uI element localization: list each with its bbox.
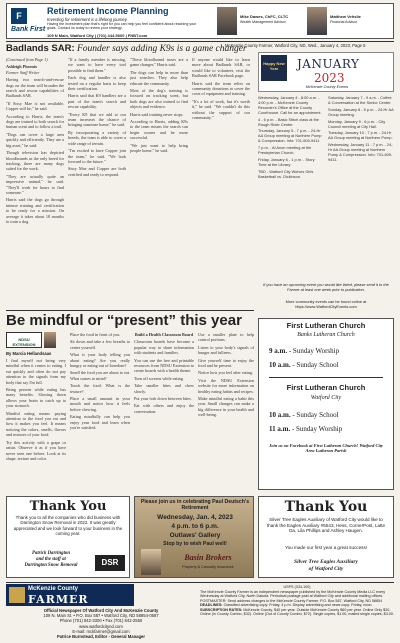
thank-you-right-title: Thank You: [284, 499, 368, 515]
church-service-4-time: 11 a.m.: [269, 425, 291, 433]
article-mindful-headline: [6, 312, 254, 329]
article-paragraph: Eat with others and enjoy the conversation.: [134, 403, 194, 414]
party-sponsor: Basin Brokers: [184, 553, 232, 562]
article-paragraph: Put your fork down between bites.: [134, 396, 192, 402]
calendar-event: Saturday, January 7 - 9 a.m. - Coffee & Conversation at the Senior Center.: [328, 96, 392, 105]
advisor-title-2: Financial Advisor: [330, 20, 358, 24]
article-paragraph: "I'm excited to have Copper join the team," he said. "We look forward to the future.": [68, 148, 126, 164]
article-paragraph: Harris said that K9 handlers are a part of the team's search and rescue capability.: [68, 93, 126, 110]
church-subtitle-2: Watford City: [310, 395, 342, 401]
article-paragraph: I find myself not being very mindful when it comes to eating. I eat quickly and often do not pay attention to the signals from my body that say I'm full.: [6, 358, 66, 385]
article-paragraph: "Dogs can cover a large area quickly and efficiently. They are a big asset," he said.: [6, 131, 64, 148]
article-paragraph: Having two search-and-rescue dogs on the team will broaden the search and rescue capabilities of Badlands SAR.: [6, 77, 64, 99]
section-rule: [6, 310, 254, 311]
article-paragraph: "We just want to help bring people home," he said.: [130, 142, 188, 154]
masthead-editor: Patrice Burnstead, Editor - General Manager: [57, 634, 145, 640]
calendar-header: [258, 52, 394, 92]
advisor-name-2: Matthew Vehslie: [330, 14, 361, 19]
article-paragraph: Eating mindfully can help you enjoy your food and learn when you're satisfied.: [70, 414, 130, 431]
calendar-events-col2: [328, 96, 394, 286]
calendar-event: Thursday, January 5 - 7 p.m. - 24-Hr AA Group meeting at Northern Pump & Compression. Info: 701-609-9411.: [258, 128, 322, 144]
article-badlands-col2: [68, 57, 126, 307]
party-photo: [141, 549, 161, 575]
advisor-title-1: Wealth Management Advisor: [240, 20, 286, 24]
masthead-subs-heading: SUBSCRIPTION RATES:: [200, 607, 243, 612]
article-paragraph: Each dog and handler is also tested on a regular basis to keep their certification.: [68, 75, 126, 92]
top-ad-web[interactable]: FNBT.com: [127, 33, 148, 38]
article-badlands-col4: [192, 57, 250, 307]
church-service-2-label: - Sunday School: [292, 361, 339, 369]
masthead-phone: Phone (701) 842-3300 • Fax (701) 842-2550: [59, 618, 143, 624]
masthead-deadlines-heading: DEADLINES:: [200, 603, 223, 607]
article-badlands-byline-org: Farmer Staff Writer: [6, 69, 40, 75]
calendar-event: TBD - Watford City Wolves Girls Basketball vs. Dickinson.: [258, 168, 314, 179]
article-paragraph: "These bloodhound noses are a game changer," Harris said.: [130, 57, 188, 68]
party-tagline: Stop by to wish Paul well!: [163, 541, 227, 547]
retirement-party-ad: [134, 496, 254, 578]
eagles-signature-2: of Watford City: [308, 566, 344, 572]
article-paragraph: Make mindful eating a habit this year. Small changes can make a big difference in your health and well-being.: [198, 396, 254, 418]
article-paragraph: Harris said the dogs go through intense training and certification to be ready for a mission. On average it takes about 18 months to train a dog.: [6, 197, 64, 224]
top-ad-brand: Bank First: [11, 26, 46, 33]
calendar-event: Monday, January 9 - 6 p.m. - City Council meeting at City Hall.: [328, 118, 386, 129]
article-paragraph: Sit down and take a few breaths to center yourself.: [70, 339, 130, 350]
article-paragraph: "If a family member is missing, we want to have every tool possible to find them.": [68, 57, 126, 73]
church-service-2: [269, 361, 339, 369]
church-service-1-label: - Sunday Worship: [288, 347, 340, 355]
article-paragraph: You can use the free and printable resources from NDSU Extension to create boards with a health theme.: [134, 357, 194, 374]
footer-rule: [6, 582, 394, 583]
masthead-county: County: [57, 586, 79, 592]
masthead-postmaster: POSTMASTER: Send address changes to the McKenzie County Farmer, P.O. Box 587, Watford City, ND 58854: [200, 598, 383, 603]
article-badlands-headline: [6, 43, 296, 55]
top-ad-address-text: 109 N Main, Watford City: [47, 33, 94, 38]
top-ad-subtitle: Investing for retirement is a lifelong journey.: [47, 17, 128, 22]
thank-you-right-body-2: You made our first year a great success!: [284, 545, 368, 550]
masthead-info-block: [200, 585, 394, 617]
article-mindful-col3: [134, 332, 194, 508]
article-paragraph: According to Harris, the team's dogs are trained to both search for human scent and to follow a trail.: [6, 113, 64, 130]
article-paragraph: Use a smaller plate to help control portions.: [198, 332, 254, 343]
church-service-3-label: - Sunday School: [292, 411, 339, 419]
calendar-note-2: More community events can be found online at https://www.WatfordCityEvents.com: [285, 299, 367, 309]
calendar-event: Tuesday, January 10 - 7 p.m. - 24-Hr AA Group meeting at Northern Pump.: [328, 130, 393, 141]
masthead-mckenzie: McKenzie: [28, 586, 56, 592]
article-subhead: Build a Health Classroom Board: [134, 332, 194, 337]
article-mindful-col1: [6, 358, 66, 508]
advisor-photo-2: [307, 7, 327, 35]
article-paragraph: By incorporating a variety of breeds, the team is able to cover a wide range of terrain.: [68, 129, 126, 146]
church-service-2-time: 10 a.m.: [269, 361, 291, 369]
article-paragraph: Try this activity with a grape or raisin. Observe it as if you have never seen one before. Look at its shape, texture and color.: [6, 439, 66, 461]
article-paragraph: Though television has depicted bloodhounds as the only breed for tracking, there are many dogs suited for the work.: [6, 150, 64, 172]
church-title-1: First Lutheran Church: [286, 321, 366, 330]
calendar-event: Friday, January 6 - 1 p.m. - Story Time at the Library.: [258, 156, 315, 167]
article-badlands-byline: Ashleigh Phoenix: [6, 64, 38, 70]
church-footer: Join us on Facebook at First Lutheran Church! Watford City Area Lutheran Parish: [269, 443, 383, 453]
church-ad: [258, 318, 394, 490]
article-paragraph: Mindful eating means paying attention to the food you eat and how it makes you feel. It means noticing the colors, smells, flavors and textures of your food.: [6, 410, 66, 438]
masthead-deadlines: Classified advertising copy: Friday, 4 p.m. Display advertising and news copy: Friday, noon.: [223, 603, 373, 607]
article-paragraph: "They are actually quite an impressive animal," he said. "They'll work for hours to find someone.": [6, 173, 64, 195]
advisor-photo-1: [217, 7, 237, 35]
church-service-1: [269, 347, 339, 355]
masthead-address: 109 N. Main St. • P.O. Box 587 • Watford City, ND 58854-0587: [43, 613, 159, 619]
party-time: 4 p.m. to 6 p.m.: [171, 523, 219, 530]
calendar-event: Sunday, January 8 - 5 p.m. - 24-Hr AA Group meeting.: [328, 106, 394, 117]
article-paragraph: Listen to your body's signals of hunger and fullness.: [198, 344, 254, 356]
ndsu-logo-text: NDSU EXTENSION: [12, 337, 36, 347]
masthead-name-1: [28, 586, 78, 593]
party-sponsor-sub: Property & Casualty Insurance: [182, 565, 234, 569]
article-paragraph: "It's a lot of work, but it's worth it," he said. "We couldn't do this without the support of our community.": [192, 98, 250, 121]
calendar-event: 7 p.m. - Al Anon meeting at the Presbyterian Church.: [258, 145, 312, 156]
article-paragraph: Notice how you feel after eating.: [198, 370, 254, 376]
masthead-official: Official Newspaper Of Watford City And McKenzie County: [43, 608, 159, 613]
ndsu-extension-logo: [6, 332, 42, 348]
top-ad-address: 109 N Main, Watford City | (701) 444-5000 | FNBT.com: [47, 33, 148, 38]
article-paragraph: Being present while eating has many benefits. Slowing down allows your brain to catch up to your stomach.: [6, 387, 66, 409]
nd-map-icon: [9, 587, 25, 603]
page-header-info: McKenzie County Farmer, Watford City, ND, Wed., January 4, 2023, Page 5: [225, 43, 366, 48]
top-ad-phone: (701) 444-5000: [97, 33, 125, 38]
article-mindful-byline: By Marcia Hellandsaas: [6, 351, 52, 356]
article-mindful-title-2: “present”: [106, 312, 177, 329]
article-badlands-col1: [6, 57, 64, 307]
article-paragraph: Sissy Mae and Copper are both certified and ready to respond.: [68, 166, 126, 177]
advisor-name-1: Mike Dawes, ChFC, CLTC: [240, 14, 289, 19]
article-paragraph: Smell the food you are about to eat. What comes to mind?: [70, 370, 130, 381]
church-service-3: [269, 411, 339, 419]
calendar-month: JANUARY: [297, 57, 360, 71]
article-paragraph: Turn off screens while eating.: [134, 375, 184, 381]
article-mindful-col4: [198, 332, 254, 508]
article-paragraph: Most of the dog's training is focused on tracking scent, but both dogs are also trained to find objects and evidence.: [130, 88, 188, 110]
calendar-event: 4 - 6 p.m. - Basic Stitch class at the Rough Rider Center.: [258, 116, 319, 127]
article-badlands-title: Badlands SAR:: [6, 43, 75, 54]
masthead-subs: McKenzie County, $40 per year. Outside McKenzie County $60 per year. Online Only $30. Online (In County Combo, $32). Online (Out of County Combo, $72). Single copies, $1.00, mailed single copies, $3.00.: [200, 607, 394, 616]
article-paragraph: If anyone would like to learn more about Badlands SAR, or would like to volunteer, visit the Badlands SAR Facebook page.: [192, 57, 250, 79]
article-mindful-title-3: this year: [180, 312, 242, 329]
masthead-info: The McKenzie County Farmer is an independent newspaper published by the McKenzie County Media LLC every Wednesday at Watford City, North Dakota. Periodical postage paid at Watford City and additional mailing offices.: [200, 589, 386, 598]
church-service-4-label: - Sunday Worship: [291, 425, 343, 433]
article-paragraph: Place a small amount in your mouth and notice how it feels before chewing.: [70, 396, 130, 412]
author-photo: [44, 332, 56, 348]
article-badlands-continued: (Continued from Page 1): [6, 57, 48, 62]
article-paragraph: Take smaller bites and chew slowly.: [134, 383, 194, 394]
article-paragraph: Place the food in front of you.: [70, 332, 121, 337]
top-ad: [6, 3, 394, 39]
masthead-logo: [6, 584, 134, 606]
masthead-farmer: FARMER: [28, 593, 89, 606]
church-subtitle-1: Banks Lutheran Church: [297, 332, 355, 338]
thank-you-left-title: Thank You: [29, 499, 107, 514]
calendar-event: Wednesday, January 4 - 8:00 a.m. - 4:00 p.m. - McKenzie County Recorder's Office at the County Courthouse. Call for an appointment.: [258, 96, 322, 115]
top-ad-text: Having the investment plan that's right for you can help you feel confident about reaching your goals. Contact us today to review your strategy.: [47, 22, 197, 31]
masthead-usps: USPS (334-100): [283, 585, 311, 589]
article-paragraph: Harris said training never stops.: [130, 111, 184, 117]
article-badlands-subtitle: Founder says adding K9s is a game changer: [77, 44, 247, 54]
article-paragraph: What is your body telling you about eating? Are you really hungry or eating out of boredom?: [70, 352, 130, 369]
article-paragraph: The dogs can help in more than just searches. They also help educate the community.: [130, 69, 188, 86]
article-paragraph: Harris said the team relies on community donations to cover the costs of equipment and training.: [192, 80, 250, 97]
calendar-year: 2023: [314, 71, 345, 85]
church-divider: [269, 377, 383, 378]
header-rule: [6, 41, 394, 42]
church-service-3-time: 10 a.m.: [269, 411, 291, 419]
thank-you-left-signature: [11, 551, 91, 569]
thank-you-eagles-ad: [258, 496, 394, 578]
thank-you-right-signature: [259, 559, 393, 573]
article-mindful-col2: [70, 332, 130, 508]
thank-you-darrington-ad: [6, 496, 130, 578]
church-service-1-time: 9 a.m.: [269, 347, 288, 355]
article-badlands-col3: [130, 57, 188, 307]
dsr-logo: DSR: [95, 555, 125, 571]
church-title-2: First Lutheran Church: [286, 383, 366, 392]
article-paragraph: Classroom boards have become a popular way to share information with students and families.: [134, 339, 194, 356]
masthead-contact: [6, 608, 196, 639]
masthead-web[interactable]: www.watfordcitynd.com: [79, 623, 123, 629]
calendar-event: Wednesday, January 11 - 7 p.m. - 24-Hr AA Group meeting at Northern Pump & Compression. Info: 701-609-9411.: [328, 142, 393, 162]
article-paragraph: According to Harris, adding K9s to the team means the search can begin sooner and be more successful.: [130, 119, 188, 141]
article-paragraph: Give yourself time to enjoy the food and be present.: [198, 357, 254, 369]
thank-you-right-body: Silver Tree Eagles Auxiliary of Watford City would like to thank the Eagles Auxiliary #5543, Hess, CornerPost, Latte Da, Lila Phillips and Ashley Haugen.: [266, 517, 386, 534]
article-mindful-title-1: Be mindful or: [6, 312, 103, 329]
calendar-events-col1: [258, 96, 324, 286]
thank-you-left-body: Thank you to all the companies who did business with Darrington Snow Removal in 2022. It was greatly appreciated and we look forward to your business in the coming year.: [13, 515, 123, 537]
article-paragraph: Touch the food. What is the texture?: [70, 383, 130, 394]
eagles-signature-1: Silver Tree Eagles Auxiliary: [294, 559, 358, 565]
calendar-note: If you have an upcoming event you would like listed, please send it to the Farmer at least one week prior to publication.: [263, 282, 389, 292]
party-heading: Please join us in celebrating Paul Deutsch's Retirement: [140, 499, 250, 511]
masthead-email[interactable]: E-mail: mckfarmer@gmail.com: [72, 628, 130, 634]
church-service-4: [269, 425, 342, 433]
signature-line-1: Patrick Darrington: [32, 551, 70, 556]
calendar-ribbon: Happy New Year: [261, 55, 287, 81]
party-date: Wednesday, Jan. 4, 2023: [157, 514, 233, 521]
article-paragraph: "If Sissy Mae is not available, Copper will be," he said.: [6, 100, 64, 112]
signature-line-2: and the staff at: [36, 557, 66, 562]
article-paragraph: Visit the NDSU Extension website for more information on healthy eating habits and recipes.: [198, 377, 254, 394]
calendar-caption: McKenzie County Events: [305, 85, 349, 89]
bank-logo-icon: F: [11, 8, 27, 24]
article-paragraph: "Every K9 that we add to our team increases the chance of bringing someone home," he said.: [68, 111, 126, 128]
top-ad-title: Retirement Income Planning: [47, 6, 169, 16]
signature-line-3: Darrington Snow Removal: [24, 563, 78, 568]
party-place: Outlaws' Gallery: [169, 532, 221, 539]
